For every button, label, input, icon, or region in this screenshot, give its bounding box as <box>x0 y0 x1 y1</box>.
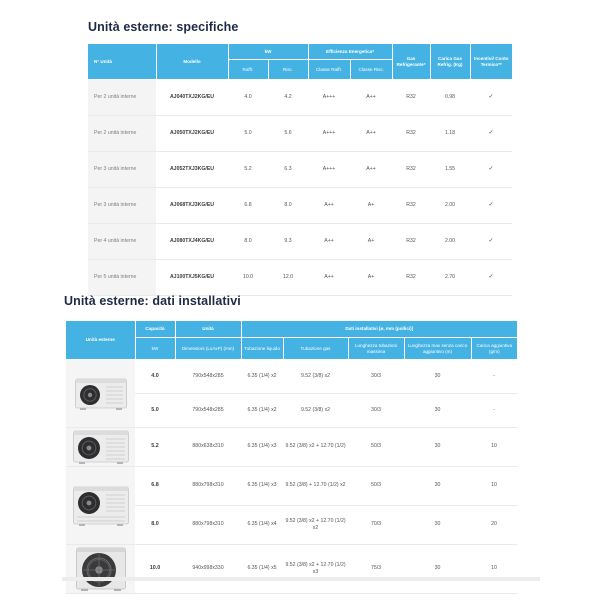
cell-classe_raffr: A++ <box>308 224 350 260</box>
cell-carica_agg: 10 <box>471 467 517 506</box>
cell-lunghezza_senza: 30 <box>404 545 471 594</box>
cell-carica_agg: 20 <box>471 506 517 545</box>
cell-gas: R32 <box>392 188 430 224</box>
header-tubazione-liquido: Tubazione liquido <box>241 338 283 360</box>
header-gas-refrigerante: Gas Refrigerante* <box>392 44 430 80</box>
cell-dimensioni: 880x798x310 <box>175 467 241 506</box>
cell-gas: R32 <box>392 80 430 116</box>
cell-modello: AJ080TXJ4KG/EU <box>156 224 228 260</box>
cell-classe_raffr: A++ <box>308 260 350 296</box>
cell-kw_raffr: 5.2 <box>228 152 268 188</box>
cell-carica_agg: - <box>471 394 517 428</box>
cell-tub_liquido: 6.35 (1/4) x2 <box>241 394 283 428</box>
header-lunghezza-massima: Lunghezza tubazioni massima <box>348 338 404 360</box>
cell-carica: 2.70 <box>430 260 470 296</box>
outdoor-unit-880x638-image <box>66 428 135 467</box>
header-n-unita: N° Unità <box>88 44 156 80</box>
cell-dimensioni: 880x638x310 <box>175 428 241 467</box>
table-row <box>66 428 517 467</box>
specs-table-body <box>88 80 512 296</box>
table2-dati-installativi <box>66 321 517 594</box>
header-group-capacita: Capacità <box>135 321 175 338</box>
cell-gas: R32 <box>392 152 430 188</box>
cell-carica_agg: 10 <box>471 428 517 467</box>
cell-dimensioni: 940x998x330 <box>175 545 241 594</box>
cell-kw_risc: 9.3 <box>268 224 308 260</box>
cell-lunghezza_senza: 30 <box>404 360 471 394</box>
header-carica-gas: Carica Gas Refrig. (Kg) <box>430 44 470 80</box>
cell-classe_risc: A+ <box>350 224 392 260</box>
cell-lunghezza_senza: 30 <box>404 428 471 467</box>
cell-tub_gas: 9.52 (3/8) x2 + 12.70 (1/2) x3 <box>283 545 348 594</box>
cell-classe_raffr: A++ <box>308 188 350 224</box>
cell-tub_gas: 9.52 (3/8) x2 + 12.70 (1/2) x2 <box>283 506 348 545</box>
cell-capacita: 10.0 <box>135 545 175 594</box>
header-kw-raffr: Raffr. <box>228 60 268 80</box>
cell-tub_liquido: 6.35 (1/4) x3 <box>241 467 283 506</box>
cell-capacita: 8.0 <box>135 506 175 545</box>
cell-unita: Per 3 unità interne <box>88 152 156 188</box>
cell-kw_risc: 12.0 <box>268 260 308 296</box>
header-group-efficienza: Efficienza Energetica* <box>308 44 392 60</box>
install-table-body <box>66 360 517 594</box>
cell-incentivi: ✓ <box>470 152 512 188</box>
cell-gas: R32 <box>392 224 430 260</box>
cell-tub_liquido: 6.35 (1/4) x2 <box>241 360 283 394</box>
table-row <box>66 467 517 506</box>
cell-kw_raffr: 4.0 <box>228 80 268 116</box>
cell-modello: AJ100TXJ5KG/EU <box>156 260 228 296</box>
cell-carica: 0.98 <box>430 80 470 116</box>
cell-lunghezza_senza: 30 <box>404 394 471 428</box>
cell-tub_gas: 9.52 (3/8) x2 <box>283 360 348 394</box>
cell-unita: Per 4 unità interne <box>88 224 156 260</box>
cell-unita: Per 2 unità interne <box>88 116 156 152</box>
cell-kw_raffr: 10.0 <box>228 260 268 296</box>
cell-lunghezza_max: 75/3 <box>348 545 404 594</box>
table-row <box>88 152 512 188</box>
cell-kw_risc: 6.3 <box>268 152 308 188</box>
cell-unita: Per 2 unità interne <box>88 80 156 116</box>
table2-title: Unità esterne: dati installativi <box>64 294 241 308</box>
cell-carica: 2.00 <box>430 224 470 260</box>
cell-classe_risc: A+ <box>350 260 392 296</box>
table-row <box>88 80 512 116</box>
header-unita-esterne: Unità esterne <box>66 321 135 360</box>
header-classe-raffr: Classe Raffr. <box>308 60 350 80</box>
cell-modello: AJ040TXJ2KG/EU <box>156 80 228 116</box>
install-table <box>66 321 517 594</box>
table-row <box>88 224 512 260</box>
cell-lunghezza_max: 30/3 <box>348 394 404 428</box>
cell-kw_raffr: 8.0 <box>228 224 268 260</box>
header-incentivi: Incentivi/ Conto Termico** <box>470 44 512 80</box>
cell-capacita: 6.8 <box>135 467 175 506</box>
cell-capacita: 4.0 <box>135 360 175 394</box>
cell-classe_raffr: A+++ <box>308 80 350 116</box>
cell-classe_risc: A++ <box>350 116 392 152</box>
cell-carica_agg: - <box>471 360 517 394</box>
table1-specifiche <box>88 44 512 296</box>
table-row <box>66 360 517 394</box>
outdoor-unit-880x798-image <box>66 467 135 545</box>
cell-classe_raffr: A+++ <box>308 116 350 152</box>
cell-modello: AJ052TXJ3KG/EU <box>156 152 228 188</box>
header-classe-risc: Classe Risc. <box>350 60 392 80</box>
cell-tub_gas: 9.52 (3/8) + 12.70 (1/2) x2 <box>283 467 348 506</box>
cell-carica: 2.00 <box>430 188 470 224</box>
cell-tub_gas: 9.52 (3/8) x2 <box>283 394 348 428</box>
header-kw: kW <box>135 338 175 360</box>
header-lunghezza-senza-carico: Lunghezza max senza carico aggiuntivo (m) <box>404 338 471 360</box>
cell-incentivi: ✓ <box>470 116 512 152</box>
header-kw-risc: Risc. <box>268 60 308 80</box>
table-row <box>66 545 517 594</box>
cell-tub_liquido: 6.35 (1/4) x4 <box>241 506 283 545</box>
cell-kw_raffr: 5.0 <box>228 116 268 152</box>
cell-tub_gas: 9.52 (3/8) x2 + 12.70 (1/2) <box>283 428 348 467</box>
cell-incentivi: ✓ <box>470 260 512 296</box>
header-dimensioni: Dimensioni (LxAxP) (mm) <box>175 338 241 360</box>
cell-classe_raffr: A+++ <box>308 152 350 188</box>
cell-gas: R32 <box>392 260 430 296</box>
specs-table <box>88 44 512 296</box>
cell-capacita: 5.0 <box>135 394 175 428</box>
cell-carica: 1.55 <box>430 152 470 188</box>
cell-carica_agg: 10 <box>471 545 517 594</box>
cell-unita: Per 3 unità interne <box>88 188 156 224</box>
table-row <box>88 116 512 152</box>
cell-dimensioni: 880x798x310 <box>175 506 241 545</box>
cell-dimensioni: 790x548x285 <box>175 360 241 394</box>
cell-kw_risc: 5.6 <box>268 116 308 152</box>
cell-incentivi: ✓ <box>470 80 512 116</box>
specs-table-header <box>88 44 512 80</box>
cell-capacita: 5.2 <box>135 428 175 467</box>
cell-lunghezza_max: 50/3 <box>348 428 404 467</box>
cell-lunghezza_senza: 30 <box>404 506 471 545</box>
cell-modello: AJ050TXJ2KG/EU <box>156 116 228 152</box>
cell-kw_raffr: 6.8 <box>228 188 268 224</box>
cell-gas: R32 <box>392 116 430 152</box>
cell-lunghezza_max: 70/3 <box>348 506 404 545</box>
cell-dimensioni: 790x548x285 <box>175 394 241 428</box>
cell-modello: AJ068TXJ3KG/EU <box>156 188 228 224</box>
cell-incentivi: ✓ <box>470 188 512 224</box>
table1-title: Unità esterne: specifiche <box>88 20 239 34</box>
cell-lunghezza_max: 30/3 <box>348 360 404 394</box>
cell-kw_risc: 4.2 <box>268 80 308 116</box>
cell-classe_risc: A++ <box>350 152 392 188</box>
table-row <box>88 188 512 224</box>
header-tubazione-gas: Tubazione gas <box>283 338 348 360</box>
outdoor-unit-940x998-image <box>66 545 135 594</box>
cell-tub_liquido: 6.35 (1/4) x5 <box>241 545 283 594</box>
cell-tub_liquido: 6.35 (1/4) x3 <box>241 428 283 467</box>
install-table-header <box>66 321 517 360</box>
cell-lunghezza_senza: 30 <box>404 467 471 506</box>
header-group-dati-installativi: Dati installativi [ø, mm (pollici)] <box>241 321 517 338</box>
section-end-bar <box>62 577 540 581</box>
header-group-kw: kW <box>228 44 308 60</box>
cell-carica: 1.18 <box>430 116 470 152</box>
cell-kw_risc: 8.0 <box>268 188 308 224</box>
cell-classe_risc: A+ <box>350 188 392 224</box>
table-row <box>88 260 512 296</box>
cell-unita: Per 5 unità interne <box>88 260 156 296</box>
outdoor-unit-790x548-image <box>66 360 135 428</box>
cell-lunghezza_max: 50/3 <box>348 467 404 506</box>
header-carica-aggiuntiva: Carica aggiuntiva (g/m) <box>471 338 517 360</box>
cell-incentivi: ✓ <box>470 224 512 260</box>
header-group-unita: Unità <box>175 321 241 338</box>
cell-classe_risc: A++ <box>350 80 392 116</box>
header-modello: Modello <box>156 44 228 80</box>
